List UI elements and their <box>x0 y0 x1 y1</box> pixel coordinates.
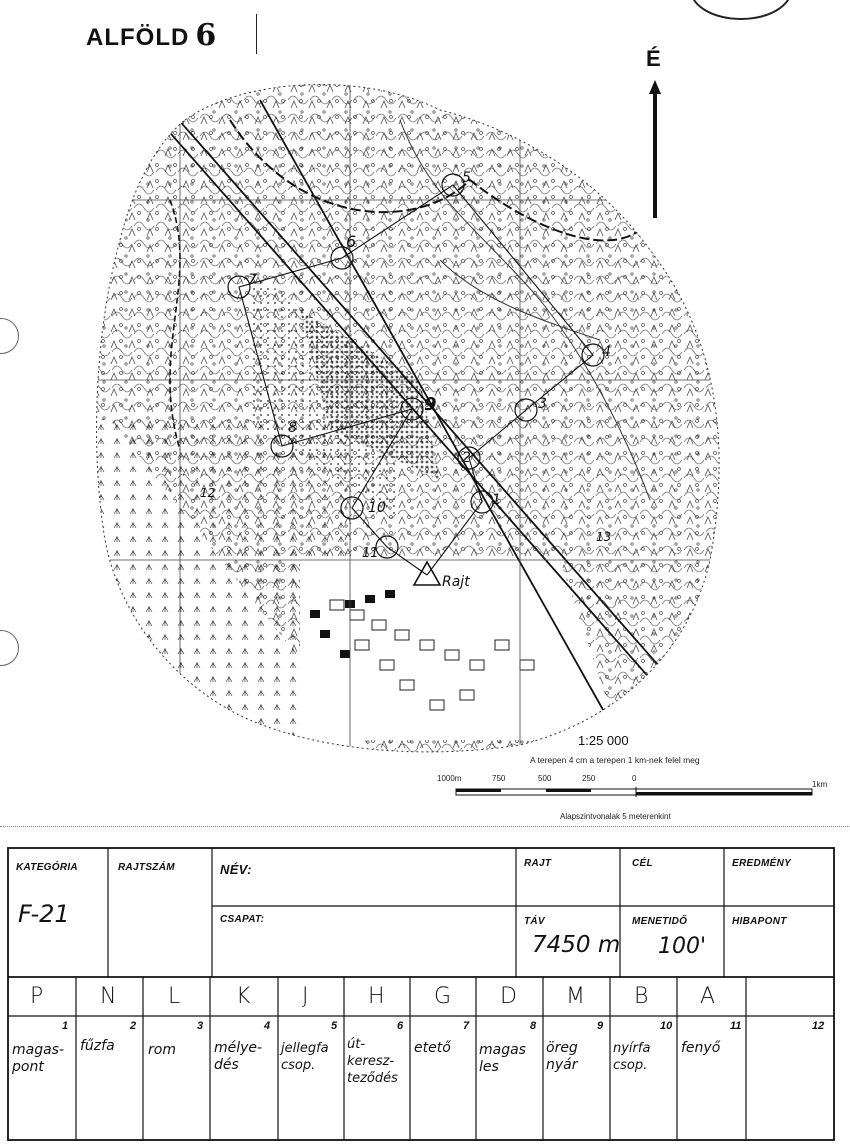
control-letter: D <box>500 984 517 1009</box>
contour-note: Alapszintvonalak 5 meterenkint <box>560 812 671 821</box>
scale-tick-0: 0 <box>632 774 637 783</box>
control-number: 11 <box>730 1020 742 1032</box>
eredmeny-label: EREDMÉNY <box>732 858 792 869</box>
control-description: rom <box>148 1042 176 1058</box>
control-label-11: 11 <box>362 546 379 561</box>
control-letter: K <box>236 984 251 1009</box>
menetido-label: MENETIDŐ <box>632 916 688 927</box>
control-label-9: 9 <box>424 394 437 415</box>
control-number: 5 <box>331 1020 338 1032</box>
scale-tick-250: 250 <box>582 774 596 783</box>
control-label-4: 4 <box>602 344 611 360</box>
control-description: fűzfa <box>80 1038 115 1054</box>
control-letter: H <box>368 984 385 1009</box>
control-description: öreg nyár <box>546 1040 578 1073</box>
control-description: mélye- dés <box>214 1040 263 1073</box>
control-letter: P <box>30 984 44 1009</box>
control-label-5: 5 <box>462 170 471 186</box>
title-text: ALFÖLD <box>86 24 190 51</box>
control-description: út- keresz- teződés <box>347 1037 398 1086</box>
control-label-7: 7 <box>248 272 257 288</box>
control-description: magas les <box>479 1042 526 1075</box>
control-label-8: 8 <box>288 420 297 436</box>
csapat-label: CSAPAT: <box>220 914 265 925</box>
control-number: 2 <box>130 1020 137 1032</box>
control-number: 3 <box>197 1020 204 1032</box>
control-letter: G <box>434 984 452 1009</box>
cel-label: CÉL <box>632 858 653 869</box>
scale-note: A terepen 4 cm a terepen 1 km-nek felel meg <box>530 755 700 765</box>
control-number: 7 <box>463 1020 470 1032</box>
scale-ratio: 1:25 000 <box>578 733 629 748</box>
scale-tick-1000m: 1000m <box>437 774 462 783</box>
control-letter: M <box>566 984 585 1009</box>
scale-tick-750: 750 <box>492 774 506 783</box>
control-letter: N <box>100 984 117 1009</box>
control-label-3: 3 <box>538 396 547 412</box>
control-description: fenyő <box>681 1040 721 1056</box>
control-number: 10 <box>660 1020 673 1032</box>
start-label: Rajt <box>442 574 470 590</box>
title-number: 6 <box>195 18 218 53</box>
rajt-label: RAJT <box>524 858 552 869</box>
scale-tick-1km: 1km <box>812 780 828 789</box>
scale-tick-500: 500 <box>538 774 552 783</box>
control-label-12: 12 <box>200 486 216 500</box>
north-label: É <box>646 46 661 71</box>
tav-label: TÁV <box>524 916 545 927</box>
control-number: 1 <box>62 1020 69 1032</box>
control-label-10: 10 <box>368 500 386 516</box>
control-label-2: 2 <box>462 450 471 466</box>
control-number: 6 <box>397 1020 404 1032</box>
control-letter: A <box>700 984 716 1009</box>
kategoria-value: F-21 <box>18 900 70 928</box>
control-label-13: 13 <box>596 530 612 544</box>
rajtszam-label: RAJTSZÁM <box>118 862 175 873</box>
control-letter: B <box>634 984 649 1009</box>
control-description: jellegfa csop. <box>281 1041 329 1073</box>
control-letter: J <box>302 984 309 1009</box>
hibapont-label: HIBAPONT <box>732 916 787 927</box>
control-description: magas- pont <box>12 1042 65 1075</box>
kategoria-label: KATEGÓRIA <box>16 862 78 873</box>
control-description: nyírfa csop. <box>613 1041 651 1073</box>
control-label-1: 1 <box>492 492 501 508</box>
control-number: 12 <box>812 1020 825 1032</box>
control-description: etető <box>414 1040 451 1056</box>
control-number: 8 <box>530 1020 537 1032</box>
control-number: 4 <box>264 1020 271 1032</box>
nev-label: NÉV: <box>220 862 252 877</box>
tav-value: 7450 m <box>532 932 621 958</box>
menetido-value: 100' <box>658 934 707 959</box>
control-letter: L <box>168 984 181 1009</box>
control-number: 9 <box>597 1020 604 1032</box>
control-label-6: 6 <box>346 232 357 251</box>
